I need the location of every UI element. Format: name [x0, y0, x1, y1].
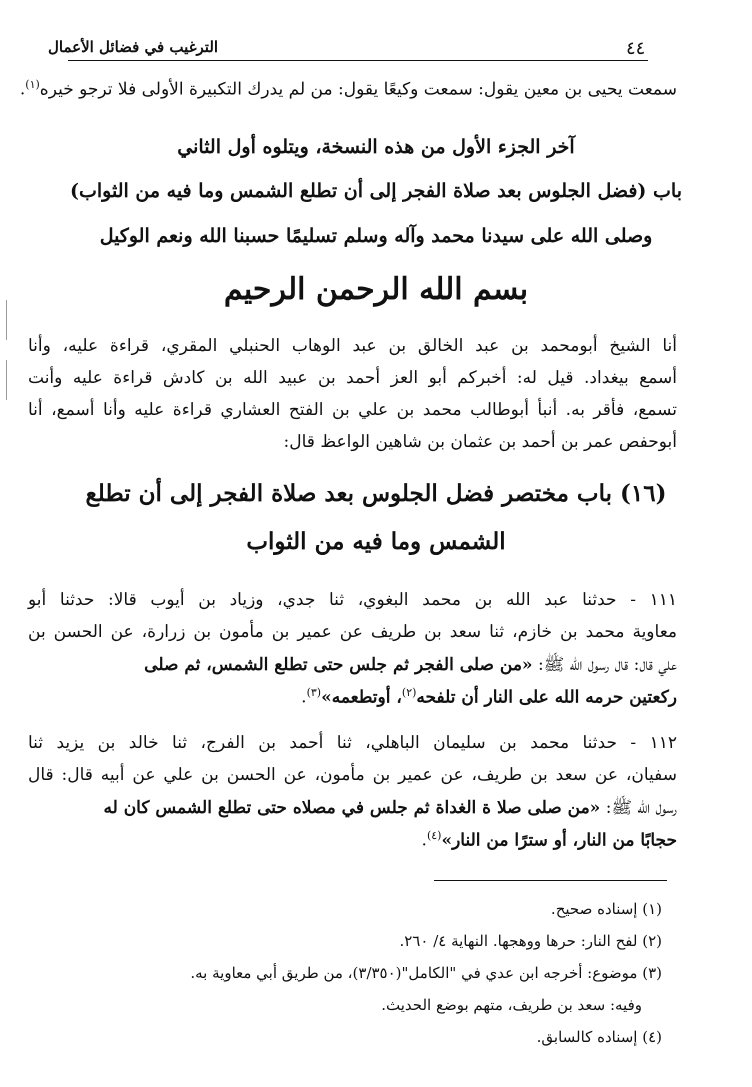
footnote-ref: (٢)	[401, 686, 417, 699]
next-chapter-note: باب (فضل الجلوس بعد صلاة الفجر إلى أن تطلع الشمس وما فيه من الثواب)	[70, 180, 682, 202]
hadith-112-matn: «من صلى صلا ة الغداة ثم جلس في مصلاه حتى تطلع الشمس كان له	[103, 798, 601, 818]
footnote: (٣) موضوع: أخرجه ابن عدي في "الكامل"(٣/٣٥٠)، من طريق أبي معاوية به.	[190, 964, 662, 982]
opening-line-text: سمعت يحيى بن معين يقول: سمعت وكيعًا يقول: من لم يدرك التكبيرة الأولى فلا ترجو خيره	[39, 79, 677, 100]
footnote-ref: (٣)	[306, 686, 322, 699]
isnad-line: أسمع بيغداد. قيل له: أخبركم أبو العز أحمد بن عبيد الله بن كادش قراءة عليه وأنت	[28, 368, 677, 388]
basmala: بسم الله الرحمن الرحيم	[223, 272, 529, 307]
hadith-111-line: معاوية محمد بن خازم، ثنا سعد بن طريف عن عمير بن مأمون بن زرارة، عن الحسن بن	[28, 622, 677, 642]
punctuation: .	[301, 687, 307, 708]
hadith-111-matn: «من صلى الفجر ثم جلس حتى تطلع الشمس، ثم صلى	[144, 655, 533, 675]
isnad-line: أبوحفص عمر بن أحمد بن عثمان بن شاهين الواعظ قال:	[283, 432, 677, 452]
isnad-line: أنا الشيخ أبومحمد بن عبد الخالق بن عبد الوهاب الحنبلي المقري، قراءة عليه، وأنا	[28, 336, 677, 356]
footnote: (٤) إسناده كالسابق.	[536, 1028, 662, 1046]
hadith-111-intro: علي قال: قال رسول الله ﷺ:	[532, 655, 677, 675]
footnote-rule	[434, 880, 667, 881]
hadith-111-line	[144, 654, 677, 679]
page-number: ٤٤	[626, 38, 646, 59]
hadith-112-line	[103, 797, 677, 822]
running-title: الترغيب في فضائل الأعمال	[48, 38, 219, 56]
footnote-ref: (١)	[25, 78, 40, 91]
hadith-111-matn: ركعتين حرمه الله على النار أن تلفحه	[416, 687, 677, 708]
opening-line: سمعت يحيى بن معين يقول: سمعت وكيعًا يقول: من لم يدرك التكبيرة الأولى فلا ترجو خيره$^{(١)}$.	[19, 78, 677, 100]
end-of-part: آخر الجزء الأول من هذه النسخة، ويتلوه أول الثاني	[177, 136, 575, 158]
hadith-112-line: ١١٢ - حدثنا محمد بن سليمان الباهلي، ثنا أحمد بن الفرج، ثنا خالد بن يزيد ثنا	[28, 733, 677, 753]
hadith-112-intro: رسول الله ﷺ:	[600, 798, 677, 818]
chapter-title: (١٦) باب مختصر فضل الجلوس بعد صلاة الفجر إلى أن تطلع	[85, 480, 667, 507]
footnote: (٢) لفح النار: حرها ووهجها. النهاية ٤/ ٢٦٠.	[399, 932, 662, 950]
margin-mark	[6, 360, 7, 400]
isnad-line: تسمع، فأقر به. أنبأ أبوطالب محمد بن علي بن الفتح العشاري قراءة عليه وأنا أسمع، أنا	[28, 400, 677, 420]
footnote-ref: (٤)	[426, 829, 442, 842]
footnote: (١) إسناده صحيح.	[550, 900, 662, 918]
hadith-111-line	[301, 686, 677, 708]
header-rule	[68, 60, 648, 61]
footnote-continuation: وفيه: سعد بن طريف، متهم بوضع الحديث.	[381, 996, 642, 1014]
hadith-111-line: ١١١ - حدثنا عبد الله بن محمد البغوي، ثنا جدي، وزياد بن أيوب قالا: حدثنا أبو	[28, 590, 677, 610]
hadith-112-matn: حجابًا من النار، أو سترًا من النار»	[441, 830, 677, 851]
punctuation: .	[421, 830, 427, 851]
hadith-111-matn: ، أوتطعمه»	[321, 687, 402, 708]
hadith-112-line	[422, 829, 677, 851]
chapter-title-continued: الشمس وما فيه من الثواب	[246, 528, 506, 555]
hadith-112-line: سفيان، عن سعد بن طريف، عن عمير بن مأمون، عن الحسن بن علي عن أبيه قال: قال	[28, 765, 677, 785]
salawat-line: وصلى الله على سيدنا محمد وآله وسلم تسليمًا حسبنا الله ونعم الوكيل	[99, 225, 653, 247]
